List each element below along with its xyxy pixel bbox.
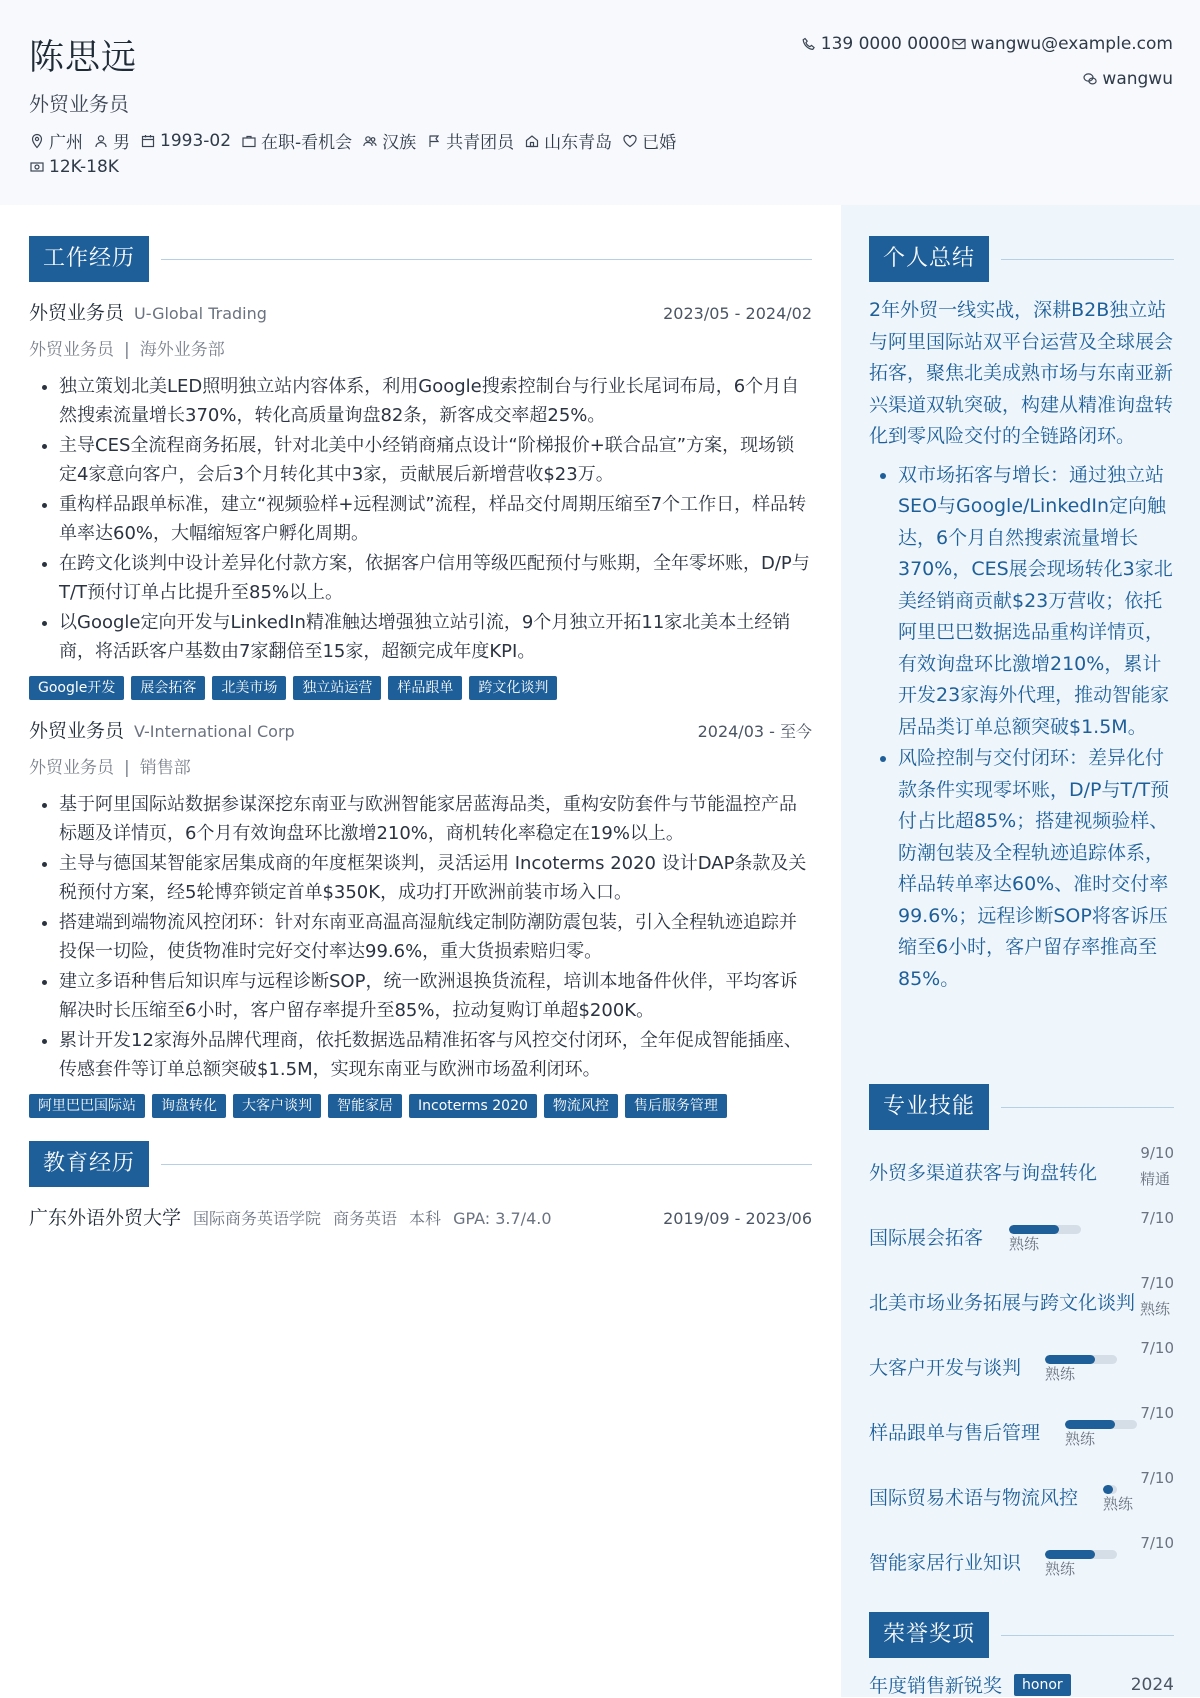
wechat-icon [1082, 71, 1098, 87]
job-tags [29, 676, 812, 700]
meta-text: 12K-18K [49, 157, 119, 177]
bullet-item: • 建立多语种售后知识库与远程诊断SOP，统一欧洲退换货流程，培训本地备件伙伴，平均客诉解决时长压缩至6小时，客户留存率提升至85%，拉动复购订单超$200K。 [59, 967, 812, 1025]
summary-points [869, 460, 1174, 996]
phone-icon [801, 36, 817, 52]
section-title: 个人总结 [869, 236, 989, 282]
skill-score: 7/10 [1140, 1404, 1174, 1422]
bullet-item: • 主导CES全流程商务拓展，针对北美中小经销商痛点设计“阶梯报价+联合品宣”方案，现场锁定4家意向客户，会后3个月转化其中3家，贡献展后新增营收$23万。 [59, 431, 812, 489]
job-entry [29, 716, 812, 1118]
skill-name: 国际贸易术语与物流风控 [869, 1487, 1079, 1509]
section-title: 荣誉奖项 [869, 1612, 989, 1658]
education-date: 2019/09 - 2023/06 [663, 1209, 812, 1228]
skill-tag: 售后服务管理 [625, 1094, 727, 1118]
bullet-item: • 搭建端到端物流风控闭环：针对东南亚高温高湿航线定制防潮防震包装，引入全程轨迹追踪并投保一切险，使货物准时完好交付率达99.6%，重大货损索赔归零。 [59, 908, 812, 966]
skill-tag: 智能家居 [328, 1094, 402, 1118]
skill-score: 7/10 [1140, 1274, 1174, 1292]
education-entry [29, 1203, 812, 1230]
meta-text: 共青团员 [446, 133, 515, 153]
job-header [29, 716, 812, 743]
candidate-name: 陈思远 [29, 38, 138, 78]
bullet-item: • 在跨文化谈判中设计差异化付款方案，依据客户信用等级匹配预付与账期，全年零坏账，D/P与T/T预付订单占比提升至85%以上。 [59, 549, 812, 607]
skill-level: 熟练 [1045, 1560, 1076, 1578]
skill-score: 7/10 [1140, 1339, 1174, 1357]
major: 商务英语 [333, 1209, 398, 1228]
people-icon [362, 133, 378, 149]
candidate-title: 外贸业务员 [29, 92, 129, 116]
job-dept: 销售部 [139, 758, 191, 778]
job-role: 外贸业务员 [29, 758, 114, 778]
meta-hometown [524, 128, 612, 153]
skill-level: 熟练 [1065, 1430, 1096, 1448]
job-company: V-International Corp [134, 722, 295, 741]
degree: 本科 [409, 1209, 442, 1228]
section-title: 专业技能 [869, 1084, 989, 1130]
resume-header [0, 0, 1200, 205]
bullet-item: • 累计开发12家海外品牌代理商，依托数据选品精准拓客与风控交付闭环，全年促成智能插座、传感套件等订单总额突破$1.5M，实现东南亚与欧洲市场盈利闭环。 [59, 1026, 812, 1084]
meta-salary [29, 157, 119, 177]
meta-text: 男 [113, 133, 130, 153]
skill-tag: 独立站运营 [293, 676, 381, 700]
meta-status [241, 128, 352, 153]
home-icon [524, 133, 540, 149]
section-summary [869, 236, 1174, 282]
personal-info-row [29, 128, 686, 153]
skill-item [869, 1144, 1174, 1198]
section-awards [869, 1612, 1174, 1658]
email-text: wangwu@example.com [970, 34, 1173, 54]
section-divider [1001, 1107, 1174, 1108]
meta-location [29, 128, 83, 153]
section-divider [1001, 259, 1174, 260]
location-icon [29, 133, 45, 149]
skill-tag: 北美市场 [212, 676, 286, 700]
skill-item [869, 1209, 1174, 1263]
section-title: 工作经历 [29, 236, 149, 282]
skill-tag: 样品跟单 [388, 676, 462, 700]
meta-text: 在职-看机会 [261, 133, 353, 153]
skill-tag: 展会拓客 [131, 676, 205, 700]
skill-score: 9/10 [1140, 1144, 1174, 1162]
meta-text: 已婚 [642, 133, 677, 153]
skill-score: 7/10 [1140, 1209, 1174, 1227]
meta-politics [426, 128, 514, 153]
skill-tag: 询盘转化 [152, 1094, 226, 1118]
summary-point: • 双市场拓客与增长：通过独立站SEO与Google/LinkedIn定向触达，6个月自然搜索流量增长370%，CES展会现场转化3家北美经销商贡献$23万营收；依托阿里巴巴数据选品重构详情页，有效询盘环比激增210%，累计开发23家海外代理，推动智能家居品类订单总额突破$1.5M。 [898, 460, 1174, 744]
summary-block [869, 295, 1174, 995]
skill-name: 国际展会拓客 [869, 1227, 984, 1249]
skill-tag: Incoterms 2020 [409, 1094, 537, 1118]
college: 国际商务英语学院 [193, 1209, 322, 1228]
meta-ethnicity [362, 128, 416, 153]
skill-item [869, 1339, 1174, 1393]
skill-tag: 大客户谈判 [233, 1094, 321, 1118]
skill-item [869, 1274, 1174, 1328]
flag-icon [426, 133, 442, 149]
contact-row [801, 34, 1173, 54]
job-dept: 海外业务部 [139, 340, 225, 360]
skill-level: 精通 [1140, 1170, 1171, 1188]
skill-name: 智能家居行业知识 [869, 1552, 1022, 1574]
school-name: 广东外语外贸大学 [29, 1207, 182, 1229]
meta-gender [93, 128, 130, 153]
skill-tag: 跨文化谈判 [469, 676, 557, 700]
job-date: 2024/03 - 至今 [697, 722, 812, 741]
gpa: GPA: 3.7/4.0 [453, 1209, 552, 1228]
job-bullets [29, 790, 812, 1084]
skill-score: 7/10 [1140, 1469, 1174, 1487]
separator: | [124, 340, 130, 360]
heart-icon [622, 133, 638, 149]
job-date: 2023/05 - 2024/02 [663, 304, 812, 323]
meta-birth [140, 131, 231, 151]
skill-level: 熟练 [1045, 1365, 1076, 1383]
phone-contact[interactable] [801, 34, 951, 54]
skill-name: 北美市场业务拓展与跨文化谈判 [869, 1292, 1136, 1314]
skill-name: 外贸多渠道获客与询盘转化 [869, 1162, 1098, 1184]
bullet-item: • 基于阿里国际站数据参谋深挖东南亚与欧洲智能家居蓝海品类，重构安防套件与节能温控产品标题及详情页，6个月有效询盘环比激增210%，商机转化率稳定在19%以上。 [59, 790, 812, 848]
section-divider [161, 259, 812, 260]
meta-text: 广州 [49, 133, 83, 153]
section-divider [161, 1164, 812, 1165]
skill-item [869, 1404, 1174, 1458]
skill-tag: 物流风控 [544, 1094, 618, 1118]
section-skills [869, 1084, 1174, 1130]
email-contact[interactable] [951, 34, 1173, 54]
meta-text: 1993-02 [160, 130, 232, 151]
meta-text: 汉族 [382, 133, 417, 153]
skill-tag: Google开发 [29, 676, 124, 700]
job-tags [29, 1094, 812, 1118]
salary-row [29, 157, 129, 177]
summary-point: • 风险控制与交付闭环：差异化付款条件实现零坏账，D/P与T/T预付占比超85%；搭建视频验样、防潮包装及全程轨迹追踪体系，样品转单率达60%、准时交付率99.6%；远程诊断SOP将客诉压缩至6小时，客户留存率推高至85%。 [898, 743, 1174, 995]
job-title: 外贸业务员 [29, 302, 125, 324]
skill-level: 熟练 [1103, 1495, 1134, 1513]
briefcase-icon [241, 133, 257, 149]
job-dept-line [29, 753, 812, 778]
job-bullets [29, 372, 812, 666]
skill-name: 样品跟单与售后管理 [869, 1422, 1041, 1444]
skill-tag: 阿里巴巴国际站 [29, 1094, 145, 1118]
job-company: U-Global Trading [134, 304, 267, 323]
wechat-text: wangwu [1102, 69, 1173, 89]
section-divider [1001, 1635, 1174, 1636]
skill-score: 7/10 [1140, 1534, 1174, 1552]
award-item [869, 1671, 1174, 1698]
section-title: 教育经历 [29, 1141, 149, 1187]
bullet-item: • 主导与德国某智能家居集成商的年度框架谈判，灵活运用 Incoterms 2020 设计DAP条款及关税预付方案，经5轮博弈锁定首单$350K，成功打开欧洲前装市场入口。 [59, 849, 812, 907]
job-title: 外贸业务员 [29, 720, 125, 742]
job-role: 外贸业务员 [29, 340, 114, 360]
money-icon [29, 159, 45, 175]
job-header [29, 298, 812, 325]
award-badge: honor [1014, 1674, 1071, 1696]
job-dept-line [29, 335, 812, 360]
award-year: 2024 [1130, 1674, 1174, 1695]
skill-level: 熟练 [1140, 1300, 1171, 1318]
skill-level: 熟练 [1009, 1235, 1040, 1253]
phone-text: 139 0000 0000 [820, 34, 951, 54]
bullet-item: • 重构样品跟单标准，建立“视频验样+远程测试”流程，样品交付周期压缩至7个工作日，样品转单率达60%，大幅缩短客户孵化周期。 [59, 490, 812, 548]
bullet-item: • 独立策划北美LED照明独立站内容体系，利用Google搜索控制台与行业长尾词布局，6个月自然搜索流量增长370%，转化高质量询盘82条，新客成交率超25%。 [59, 372, 812, 430]
person-icon [93, 133, 109, 149]
meta-text: 山东青岛 [544, 133, 613, 153]
section-education [29, 1141, 812, 1187]
calendar-icon [140, 133, 156, 149]
skill-item [869, 1534, 1174, 1588]
skill-item [869, 1469, 1174, 1523]
summary-intro: 2年外贸一线实战，深耕B2B独立站与阿里国际站双平台运营及全球展会拓客，聚焦北美成熟市场与东南亚新兴渠道双轨突破，构建从精准询盘转化到零风险交付的全链路闭环。 [869, 299, 1174, 447]
meta-marital [622, 128, 676, 153]
separator: | [124, 758, 130, 778]
section-work [29, 236, 812, 282]
job-entry [29, 298, 812, 700]
skill-name: 大客户开发与谈判 [869, 1357, 1022, 1379]
bullet-item: • 以Google定向开发与LinkedIn精准触达增强独立站引流，9个月独立开拓11家北美本土经销商，将活跃客户基数由7家翻倍至15家，超额完成年度KPI。 [59, 608, 812, 666]
wechat-contact[interactable] [1082, 69, 1173, 89]
mail-icon [951, 36, 967, 52]
award-name: 年度销售新锐奖 [869, 1675, 1003, 1697]
